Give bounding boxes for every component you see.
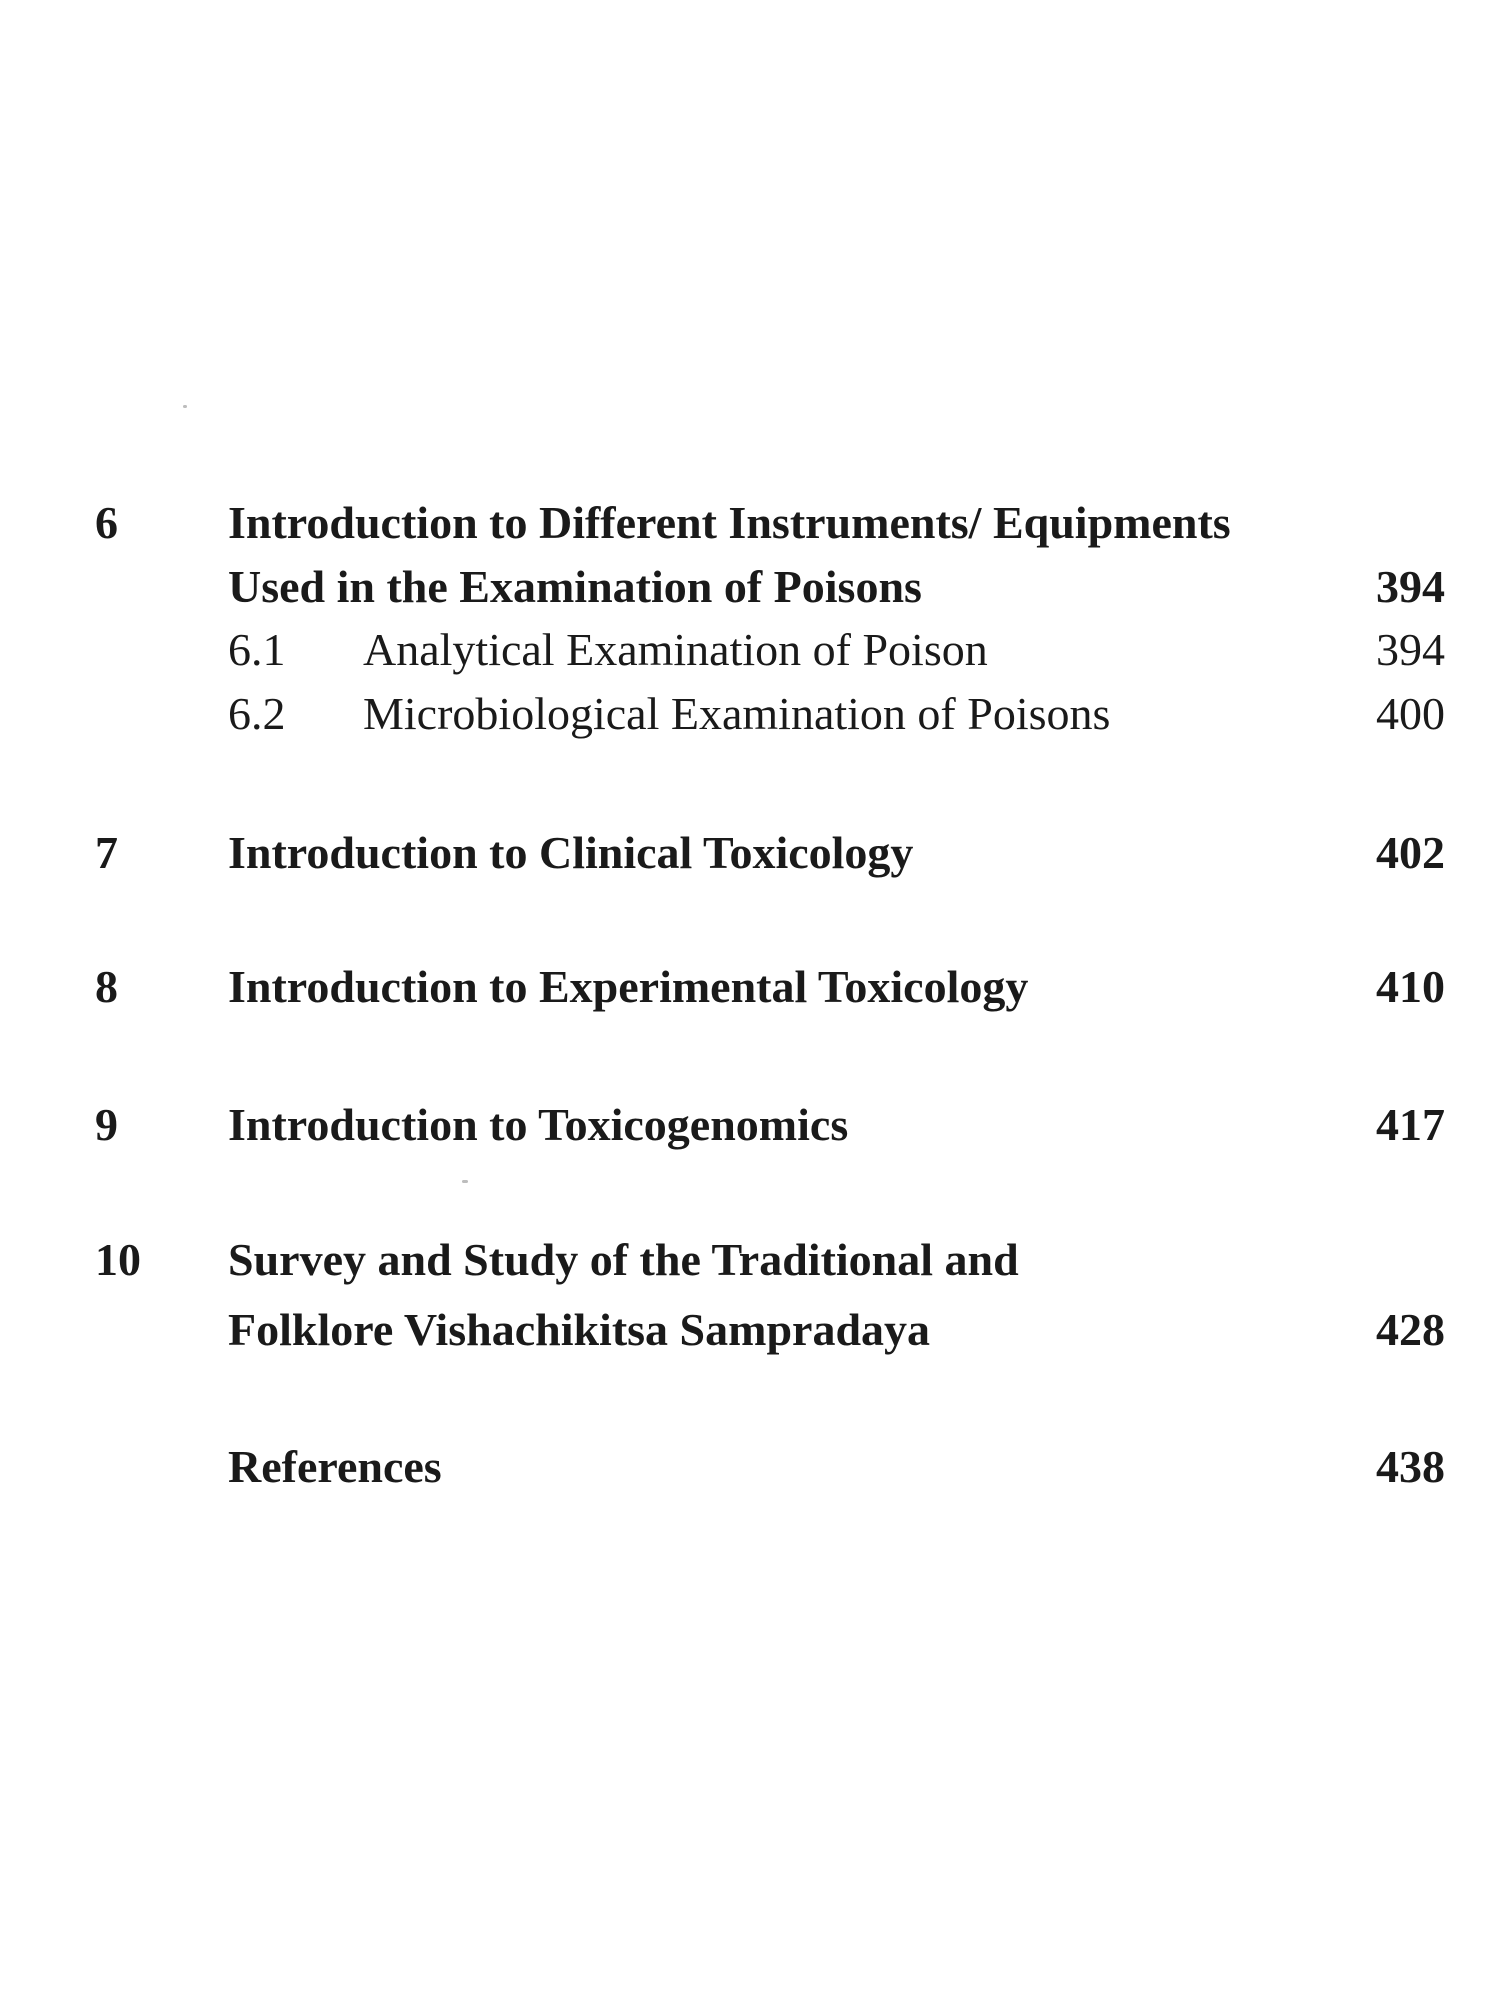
subsection-number: 6.2 — [228, 688, 286, 739]
chapter-page-number: 417 — [1376, 1099, 1445, 1150]
chapter-page-number: 402 — [1376, 827, 1445, 878]
chapter-page-number: 394 — [1376, 561, 1445, 612]
chapter-title-line: Survey and Study of the Traditional and — [228, 1234, 1019, 1285]
chapter-number: 10 — [95, 1234, 141, 1285]
references-page-number: 438 — [1376, 1441, 1445, 1492]
chapter-page-number: 410 — [1376, 961, 1445, 1012]
chapter-page-number: 428 — [1376, 1304, 1445, 1355]
references-title: References — [228, 1441, 442, 1492]
subsection-number: 6.1 — [228, 624, 286, 675]
chapter-title-line: Introduction to Clinical Toxicology — [228, 827, 914, 878]
subsection-page-number: 400 — [1376, 688, 1445, 739]
subsection-page-number: 394 — [1376, 624, 1445, 675]
chapter-number: 6 — [95, 497, 118, 548]
chapter-number: 7 — [95, 827, 118, 878]
chapter-title-line: Introduction to Experimental Toxicology — [228, 961, 1029, 1012]
print-speck — [183, 405, 187, 408]
print-speck — [462, 1180, 468, 1183]
subsection-title: Microbiological Examination of Poisons — [363, 688, 1111, 739]
chapter-number: 8 — [95, 961, 118, 1012]
chapter-title-line: Introduction to Toxicogenomics — [228, 1099, 849, 1150]
chapter-number: 9 — [95, 1099, 118, 1150]
chapter-title-line: Folklore Vishachikitsa Sampradaya — [228, 1304, 931, 1355]
subsection-title: Analytical Examination of Poison — [363, 624, 988, 675]
chapter-title-line: Used in the Examination of Poisons — [228, 561, 922, 612]
chapter-title-line: Introduction to Different Instruments/ Equipments — [228, 497, 1231, 548]
